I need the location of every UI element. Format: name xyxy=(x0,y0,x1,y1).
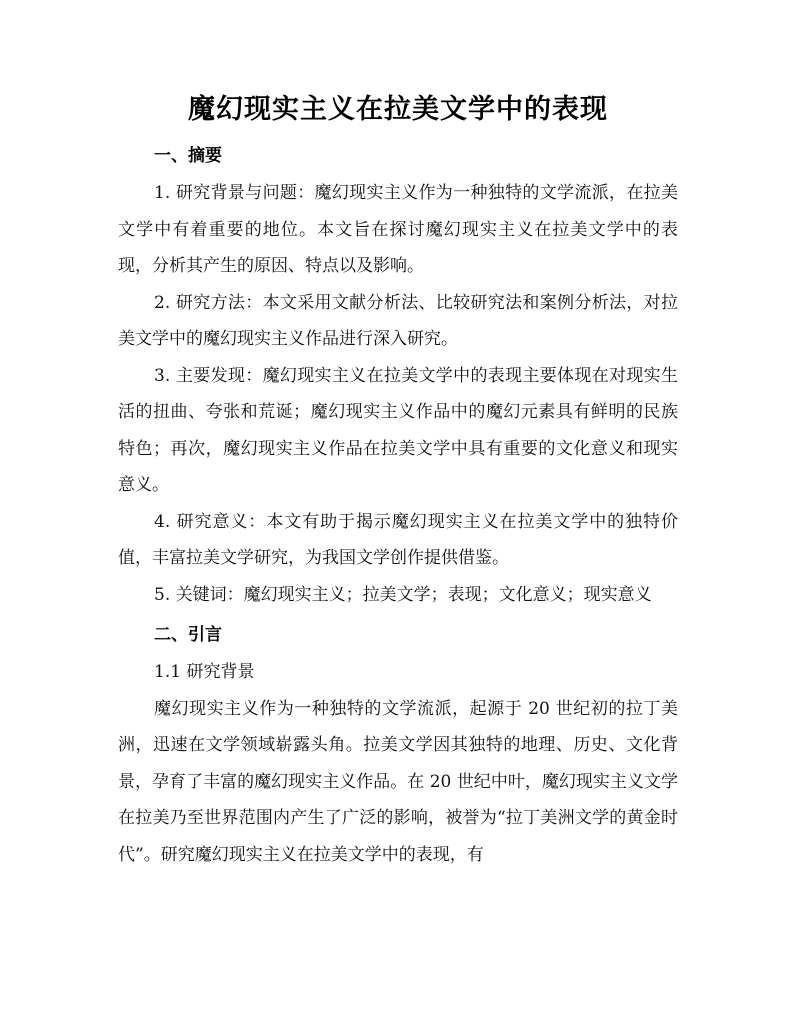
subsection-heading-background: 1.1 研究背景 xyxy=(154,662,255,682)
abstract-item-significance: 4. 研究意义：本文有助于揭示魔幻现实主义在拉美文学中的独特价值，丰富拉美文学研究，为我国文学创作提供借鉴。 xyxy=(118,511,678,568)
abstract-item-background: 1. 研究背景与问题：魔幻现实主义作为一种独特的文学流派，在拉美文学中有着重要的地位。本文旨在探讨魔幻现实主义在拉美文学中的表现，分析其产生的原因、特点以及影响。 xyxy=(118,183,678,276)
introduction-paragraph: 魔幻现实主义作为一种独特的文学流派，起源于 20 世纪初的拉丁美洲，迅速在文学领域崭露头角。拉美文学因其独特的地理、历史、文化背景，孕育了丰富的魔幻现实主义作品。在 20 世纪中叶，魔幻现实主义文学在拉美乃至世界范围内产生了广泛的影响，被誉为“拉丁美洲文学的黄金时代”。研究魔幻现实主义在拉美文学中的表现，有 xyxy=(118,698,678,865)
abstract-item-methods: 2. 研究方法：本文采用文献分析法、比较研究法和案例分析法，对拉美文学中的魔幻现实主义作品进行深入研究。 xyxy=(118,292,678,349)
document-page xyxy=(118,86,678,873)
document-title: 魔幻现实主义在拉美文学中的表现 xyxy=(188,94,608,125)
section-heading-introduction: 二、引言 xyxy=(154,625,222,645)
abstract-item-findings: 3. 主要发现：魔幻现实主义在拉美文学中的表现主要体现在对现实生活的扭曲、夸张和荒诞；魔幻现实主义作品中的魔幻元素具有鲜明的民族特色；再次，魔幻现实主义作品在拉美文学中具有重要的文化意义和现实意义。 xyxy=(118,365,678,495)
section-heading-abstract: 一、摘要 xyxy=(154,146,222,166)
abstract-item-keywords: 5. 关键词：魔幻现实主义；拉美文学；表现；文化意义；现实意义 xyxy=(154,584,652,605)
